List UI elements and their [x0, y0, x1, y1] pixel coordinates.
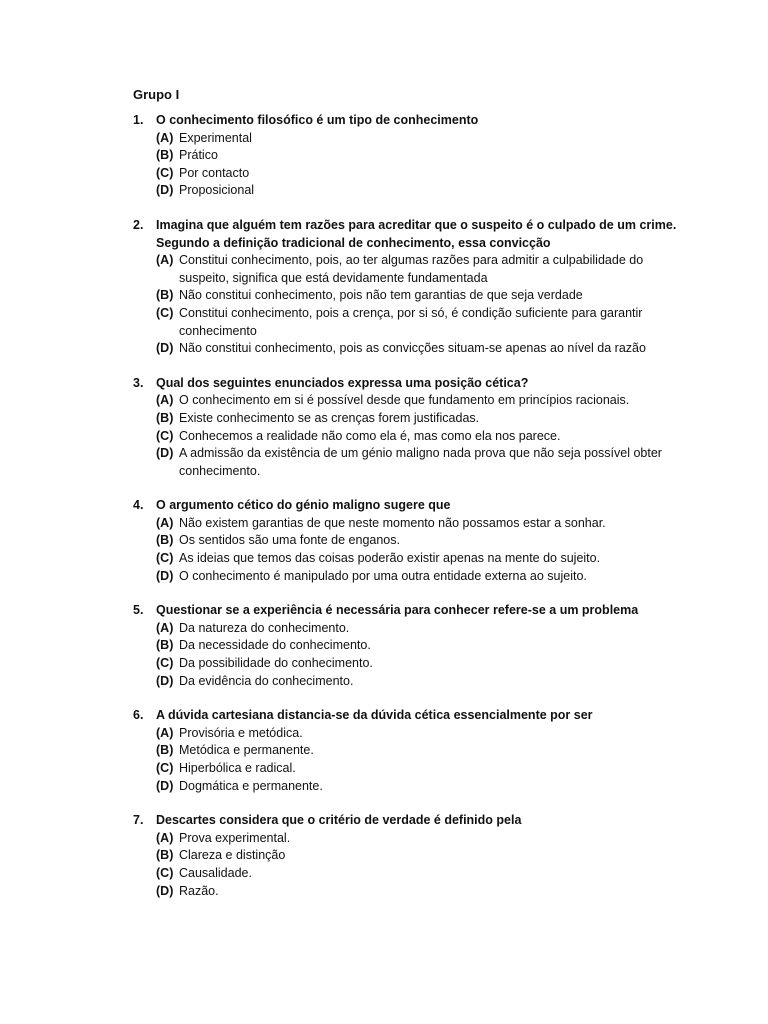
option-text: Provisória e metódica.	[179, 725, 303, 740]
option-letter: (D)	[156, 183, 174, 198]
option-text: Dogmática e permanente.	[179, 778, 323, 793]
question-3	[133, 375, 693, 481]
option-b	[156, 532, 693, 550]
option-letter: (B)	[156, 638, 174, 653]
option-text: Causalidade.	[179, 865, 252, 880]
question-number: 3.	[133, 375, 144, 390]
option-letter: (D)	[156, 341, 174, 356]
question-number: 7.	[133, 813, 144, 828]
question-number: 2.	[133, 217, 144, 232]
option-d	[156, 182, 693, 200]
option-a	[156, 725, 693, 743]
option-text: Prova experimental.	[179, 830, 291, 845]
option-text: Da natureza do conhecimento.	[179, 620, 350, 635]
options-list	[133, 392, 693, 480]
option-text: As ideias que temos das coisas poderão existir apenas na mente do sujeito.	[179, 551, 601, 566]
option-letter: (B)	[156, 848, 174, 863]
option-d	[156, 778, 693, 796]
question-header	[133, 707, 693, 725]
group-title: Grupo I	[133, 87, 180, 102]
option-text: Hiperbólica e radical.	[179, 761, 296, 775]
question-text: Descartes considera que o critério de verdade é definido pela	[156, 813, 522, 828]
option-text: Constitui conhecimento, pois, ao ter algumas razões para admitir a culpabilidade do suspeito, significa que está devidamente fundamentada	[179, 253, 644, 285]
option-letter: (D)	[156, 568, 174, 583]
option-letter: (C)	[156, 305, 174, 320]
options-list	[133, 620, 693, 690]
option-a	[156, 252, 693, 287]
option-c	[156, 165, 693, 183]
option-text: A admissão da existência de um génio maligno nada prova que não seja possível obter conhecimento.	[179, 446, 662, 478]
option-letter: (D)	[156, 446, 174, 461]
option-letter: (B)	[156, 743, 174, 758]
option-letter: (D)	[156, 883, 174, 898]
option-text: Da evidência do conhecimento.	[179, 673, 354, 688]
option-b	[156, 637, 693, 655]
option-a	[156, 392, 693, 410]
question-text: Qual dos seguintes enunciados expressa uma posição cética?	[156, 375, 529, 390]
option-c	[156, 655, 693, 673]
option-letter: (C)	[156, 761, 174, 775]
option-text: Não constitui conhecimento, pois não tem garantias de que seja verdade	[179, 288, 583, 303]
option-d	[156, 568, 693, 586]
option-b	[156, 847, 693, 865]
option-letter: (A)	[156, 130, 174, 145]
option-a	[156, 515, 693, 533]
option-letter: (B)	[156, 533, 174, 548]
option-letter: (C)	[156, 165, 174, 180]
question-number: 5.	[133, 603, 144, 618]
option-letter: (C)	[156, 656, 174, 671]
options-list	[133, 252, 693, 358]
option-text: Conhecemos a realidade não como ela é, mas como ela nos parece.	[179, 428, 561, 443]
option-text: Não existem garantias de que neste momento não possamos estar a sonhar.	[179, 515, 606, 530]
options-list	[133, 725, 693, 795]
question-header	[133, 497, 693, 515]
question-header	[133, 602, 693, 620]
options-list	[133, 515, 693, 585]
question-header	[133, 375, 693, 393]
option-text: Metódica e permanente.	[179, 743, 314, 758]
question-text: Questionar se a experiência é necessária para conhecer refere-se a um problema	[156, 603, 639, 618]
question-6	[133, 707, 693, 795]
option-d	[156, 883, 693, 901]
option-text: Existe conhecimento se as crenças forem justificadas.	[179, 410, 480, 425]
option-text: Clareza e distinção	[179, 848, 286, 863]
question-header	[133, 112, 693, 130]
options-list	[133, 130, 693, 200]
option-letter: (A)	[156, 253, 174, 268]
options-list	[133, 830, 693, 900]
option-c	[156, 305, 693, 340]
option-text: O conhecimento em si é possível desde que fundamento em princípios racionais.	[179, 393, 630, 408]
question-5	[133, 602, 693, 690]
question-header	[133, 812, 693, 830]
option-b	[156, 147, 693, 165]
option-a	[156, 830, 693, 848]
question-1	[133, 112, 693, 200]
option-text: Da possibilidade do conhecimento.	[179, 656, 373, 671]
option-letter: (C)	[156, 865, 174, 880]
option-letter: (D)	[156, 778, 174, 793]
option-letter: (A)	[156, 515, 174, 530]
question-text: Imagina que alguém tem razões para acreditar que o suspeito é o culpado de um crime. Segundo a definição tradicional de conhecimento, essa convicção	[156, 217, 677, 250]
option-letter: (A)	[156, 830, 174, 845]
document-page	[133, 86, 693, 917]
option-c	[156, 865, 693, 883]
option-letter: (B)	[156, 148, 174, 163]
option-a	[156, 130, 693, 148]
option-d	[156, 673, 693, 691]
option-c	[156, 428, 693, 446]
option-c	[156, 760, 693, 778]
option-d	[156, 340, 693, 358]
option-text: Os sentidos são uma fonte de enganos.	[179, 533, 400, 548]
question-7	[133, 812, 693, 900]
option-a	[156, 620, 693, 638]
option-text: Prático	[179, 148, 218, 163]
option-text: Não constitui conhecimento, pois as convicções situam-se apenas ao nível da razão	[179, 341, 646, 356]
option-letter: (A)	[156, 620, 174, 635]
option-text: Experimental	[179, 130, 252, 145]
question-text: A dúvida cartesiana distancia-se da dúvida cética essencialmente por ser	[156, 708, 593, 723]
option-text: Proposicional	[179, 183, 255, 198]
question-4	[133, 497, 693, 585]
option-b	[156, 742, 693, 760]
option-c	[156, 550, 693, 568]
question-number: 6.	[133, 708, 144, 723]
option-text: Da necessidade do conhecimento.	[179, 638, 371, 653]
option-text: O conhecimento é manipulado por uma outra entidade externa ao sujeito.	[179, 568, 587, 583]
option-b	[156, 287, 693, 305]
option-letter: (C)	[156, 428, 174, 443]
option-text: Constitui conhecimento, pois a crença, por si só, é condição suficiente para garantir conhecimento	[179, 305, 643, 338]
option-letter: (C)	[156, 551, 174, 566]
option-letter: (A)	[156, 393, 174, 408]
question-number: 1.	[133, 113, 144, 127]
option-b	[156, 410, 693, 428]
option-letter: (B)	[156, 410, 174, 425]
question-2	[133, 217, 693, 358]
option-letter: (B)	[156, 288, 174, 303]
option-letter: (D)	[156, 673, 174, 688]
option-d	[156, 445, 693, 480]
question-number: 4.	[133, 498, 144, 513]
question-text: O argumento cético do génio maligno sugere que	[156, 498, 451, 513]
option-text: Por contacto	[179, 165, 250, 180]
option-letter: (A)	[156, 725, 174, 740]
question-text: O conhecimento filosófico é um tipo de conhecimento	[156, 113, 479, 127]
option-text: Razão.	[179, 883, 219, 898]
question-header	[133, 217, 693, 252]
